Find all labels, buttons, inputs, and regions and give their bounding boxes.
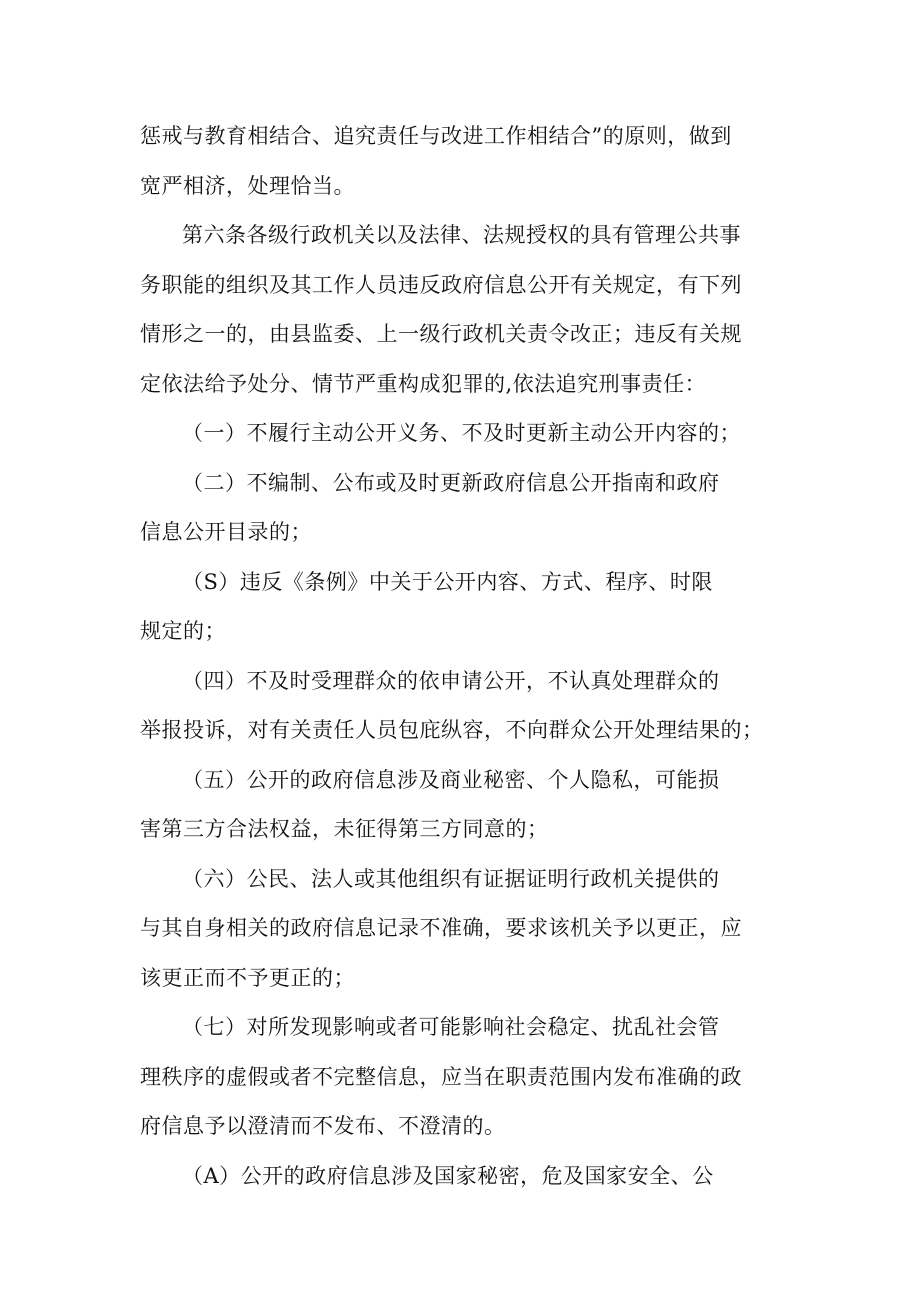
text-line: 该更正而不予更正的；	[140, 965, 355, 990]
text-line: 信息公开目录的；	[140, 520, 312, 544]
list-item-line: （A）公开的政府信息涉及国家秘密，危及国家安全、公	[182, 1163, 714, 1188]
list-item-line: （一）不履行主动公开义务、不及时更新主动公开内容的；	[182, 421, 741, 445]
text-line: 宽严相济，处理恰当。	[140, 173, 355, 198]
text-line: 害第三方合法权益，未征得第三方同意的；	[140, 817, 549, 841]
text-line: 与其自身相关的政府信息记录不准确，要求该机关予以更正，应	[140, 916, 742, 940]
list-item-line: （四）不及时受理群众的依申请公开，不认真处理群众的	[182, 668, 720, 693]
list-item-line: （二）不编制、公布或及时更新政府信息公开指南和政府	[182, 470, 720, 495]
document-body	[140, 112, 790, 1201]
list-item-line: （六）公民、法人或其他组织有证据证明行政机关提供的	[182, 866, 720, 891]
list-item-line: （七）对所发现影响或者可能影响社会稳定、扰乱社会管	[182, 1015, 720, 1039]
text-line: 府信息予以澄清而不发布、不澄清的。	[140, 1114, 506, 1138]
text-line: 情形之一的，由县监委、上一级行政机关责令改正；违反有关规	[140, 322, 742, 346]
text-line: 定依法给予处分、情节严重构成犯罪的,依法追究刑事责任：	[140, 371, 707, 396]
list-item-line: （S）违反《条例》中关于公开内容、方式、程序、时限	[182, 569, 713, 594]
text-line: 务职能的组织及其工作人员违反政府信息公开有关规定，有下列	[140, 272, 742, 297]
list-item-line: （五）公开的政府信息涉及商业秘密、个人隐私，可能损	[182, 767, 720, 792]
text-line: 理秩序的虚假或者不完整信息，应当在职责范围内发布准确的政	[140, 1064, 742, 1089]
text-line: 规定的；	[140, 619, 226, 643]
article-heading-line: 第六条各级行政机关以及法律、法规授权的具有管理公共事	[182, 223, 741, 247]
text-line: 举报投诉，对有关责任人员包庇纵容，不向群众公开处理结果的；	[140, 718, 764, 742]
text-line: 惩戒与教育相结合、追究责任与改进工作相结合”的原则，做到	[140, 124, 732, 148]
